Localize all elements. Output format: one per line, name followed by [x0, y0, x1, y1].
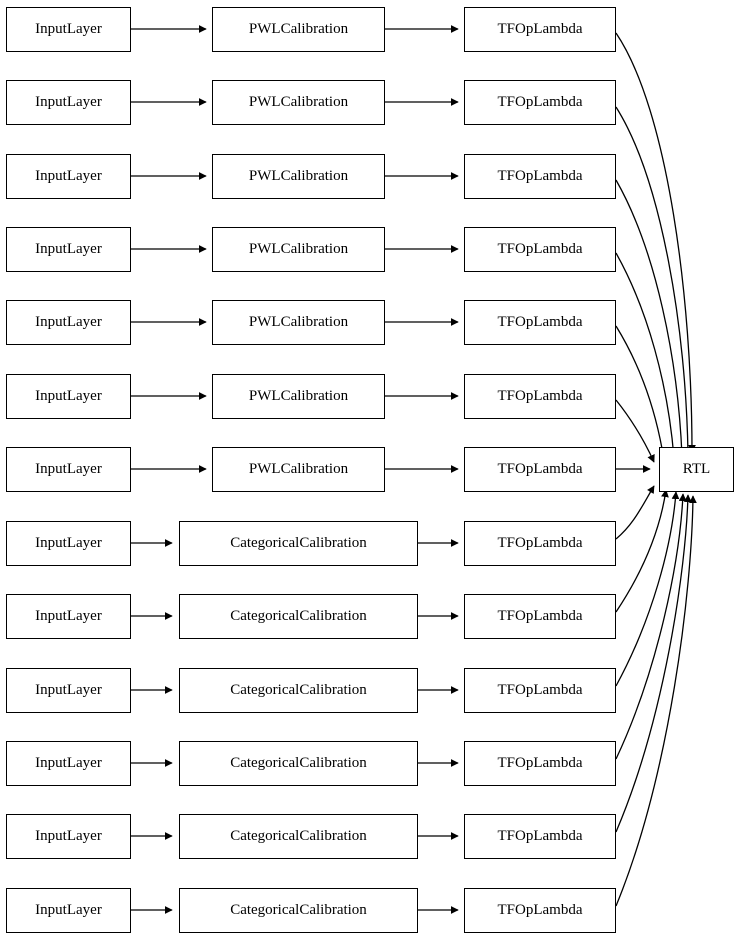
node-input-layer[interactable] [6, 521, 131, 566]
node-input-layer[interactable] [6, 447, 131, 492]
node-label: TFOpLambda [497, 94, 583, 110]
node-label: InputLayer [35, 461, 102, 477]
node-rtl-output[interactable] [659, 447, 734, 492]
node-label: CategoricalCalibration [230, 902, 367, 918]
node-calibration[interactable] [179, 814, 418, 859]
node-label: TFOpLambda [497, 168, 583, 184]
node-calibration[interactable] [179, 888, 418, 933]
node-tfoplambda[interactable] [464, 300, 616, 345]
node-calibration[interactable] [179, 594, 418, 639]
node-input-layer[interactable] [6, 154, 131, 199]
node-input-layer[interactable] [6, 227, 131, 272]
node-tfoplambda[interactable] [464, 80, 616, 125]
node-label: InputLayer [35, 535, 102, 551]
node-label: CategoricalCalibration [230, 755, 367, 771]
node-tfoplambda[interactable] [464, 814, 616, 859]
node-label: PWLCalibration [248, 388, 349, 404]
node-calibration[interactable] [212, 7, 385, 52]
node-label: TFOpLambda [497, 314, 583, 330]
node-label: TFOpLambda [497, 388, 583, 404]
node-label: RTL [682, 461, 711, 477]
node-calibration[interactable] [212, 447, 385, 492]
node-label: InputLayer [35, 388, 102, 404]
node-calibration[interactable] [212, 80, 385, 125]
node-input-layer[interactable] [6, 814, 131, 859]
node-input-layer[interactable] [6, 741, 131, 786]
node-calibration[interactable] [179, 741, 418, 786]
node-label: TFOpLambda [497, 21, 583, 37]
node-label: InputLayer [35, 168, 102, 184]
node-label: InputLayer [35, 94, 102, 110]
node-label: CategoricalCalibration [230, 828, 367, 844]
node-label: TFOpLambda [497, 241, 583, 257]
node-label: PWLCalibration [248, 21, 349, 37]
node-input-layer[interactable] [6, 594, 131, 639]
node-label: PWLCalibration [248, 461, 349, 477]
node-input-layer[interactable] [6, 7, 131, 52]
node-label: InputLayer [35, 828, 102, 844]
node-input-layer[interactable] [6, 668, 131, 713]
node-tfoplambda[interactable] [464, 7, 616, 52]
node-calibration[interactable] [212, 300, 385, 345]
node-input-layer[interactable] [6, 374, 131, 419]
node-tfoplambda[interactable] [464, 227, 616, 272]
node-calibration[interactable] [179, 521, 418, 566]
node-label: CategoricalCalibration [230, 608, 367, 624]
node-calibration[interactable] [212, 154, 385, 199]
node-input-layer[interactable] [6, 300, 131, 345]
node-label: TFOpLambda [497, 682, 583, 698]
node-tfoplambda[interactable] [464, 741, 616, 786]
node-label: InputLayer [35, 682, 102, 698]
node-label: InputLayer [35, 21, 102, 37]
node-tfoplambda[interactable] [464, 521, 616, 566]
node-label: PWLCalibration [248, 241, 349, 257]
node-label: CategoricalCalibration [230, 682, 367, 698]
node-tfoplambda[interactable] [464, 594, 616, 639]
node-label: PWLCalibration [248, 94, 349, 110]
node-calibration[interactable] [212, 374, 385, 419]
node-calibration[interactable] [179, 668, 418, 713]
node-label: TFOpLambda [497, 828, 583, 844]
node-label: CategoricalCalibration [230, 535, 367, 551]
node-label: TFOpLambda [497, 902, 583, 918]
node-label: TFOpLambda [497, 608, 583, 624]
node-label: TFOpLambda [497, 461, 583, 477]
node-tfoplambda[interactable] [464, 374, 616, 419]
node-label: InputLayer [35, 902, 102, 918]
node-tfoplambda[interactable] [464, 154, 616, 199]
node-label: TFOpLambda [497, 755, 583, 771]
node-tfoplambda[interactable] [464, 668, 616, 713]
node-calibration[interactable] [212, 227, 385, 272]
node-label: InputLayer [35, 314, 102, 330]
node-label: PWLCalibration [248, 168, 349, 184]
node-label: InputLayer [35, 608, 102, 624]
node-label: TFOpLambda [497, 535, 583, 551]
node-label: InputLayer [35, 241, 102, 257]
node-tfoplambda[interactable] [464, 888, 616, 933]
node-label: InputLayer [35, 755, 102, 771]
node-tfoplambda[interactable] [464, 447, 616, 492]
node-label: PWLCalibration [248, 314, 349, 330]
node-input-layer[interactable] [6, 888, 131, 933]
node-input-layer[interactable] [6, 80, 131, 125]
